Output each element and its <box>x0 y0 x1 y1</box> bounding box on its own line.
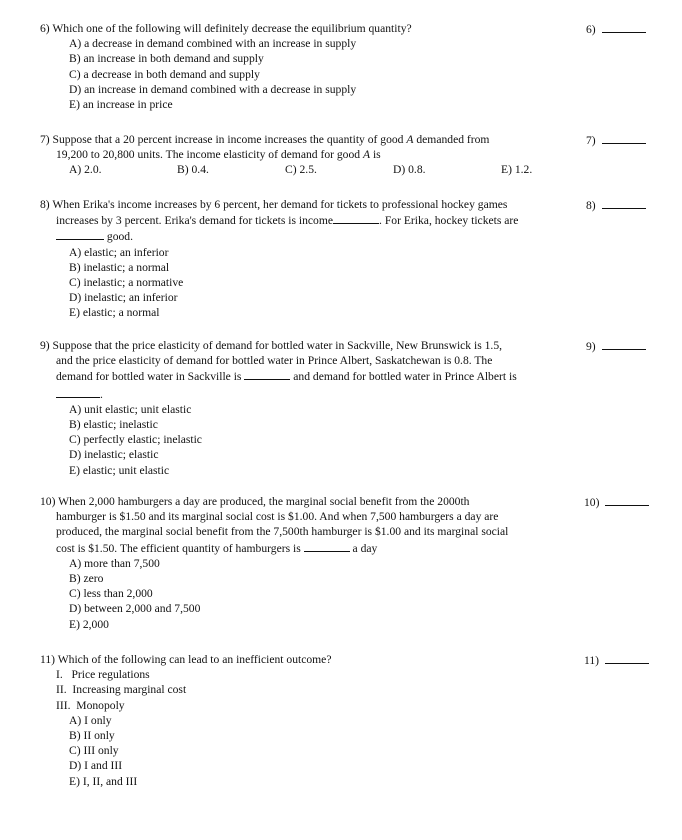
question-7-stem-text: 7) Suppose that a 20 percent increase in income increases the quantity of good <box>40 133 407 146</box>
answer-line-7[interactable] <box>602 132 646 144</box>
question-8-option-d[interactable]: D) inelastic; an inferior <box>69 291 178 305</box>
question-9-option-c[interactable]: C) perfectly elastic; inelastic <box>69 433 202 447</box>
question-6-option-a[interactable]: A) a decrease in demand combined with an increase in supply <box>69 37 357 51</box>
question-11-option-c[interactable]: C) III only <box>69 744 119 758</box>
question-10-option-b[interactable]: B) zero <box>69 572 104 586</box>
question-10 <box>40 494 600 632</box>
fill-in-blank[interactable] <box>56 228 104 240</box>
answer-slot-11[interactable] <box>584 652 649 668</box>
question-11 <box>40 652 600 789</box>
question-9-stem-line2: and the price elasticity of demand for bottled water in Prince Albert, Saskatchewan is 0.8. The <box>56 354 493 368</box>
question-9-stem <box>40 338 600 402</box>
question-6-option-d[interactable]: D) an increase in demand combined with a decrease in supply <box>69 82 357 96</box>
question-6 <box>40 21 600 112</box>
answer-line-9[interactable] <box>602 338 646 350</box>
question-10-stem-text: cost is $1.50. The efficient quantity of hamburgers is <box>56 541 301 555</box>
answer-slot-10[interactable] <box>584 494 649 510</box>
question-8-option-a[interactable]: A) elastic; an inferior <box>69 245 169 259</box>
question-8 <box>40 197 600 321</box>
answer-slot-6[interactable] <box>586 21 646 37</box>
question-11-stem-line1: 11) Which of the following can lead to an inefficient outcome? <box>40 653 332 666</box>
roman-item-1: I. Price regulations <box>56 668 150 682</box>
answer-slot-7[interactable] <box>586 132 646 148</box>
question-8-stem-line3 <box>40 228 600 244</box>
question-7-option-e[interactable]: E) 1.2. <box>501 163 533 177</box>
answer-number-6: 6) <box>586 23 596 36</box>
question-11-stem <box>40 652 600 713</box>
question-9-option-d[interactable]: D) inelastic; elastic <box>69 448 159 462</box>
question-9-option-b[interactable]: B) elastic; inelastic <box>69 418 158 432</box>
answer-number-8: 8) <box>586 199 596 212</box>
question-7-options <box>69 162 600 177</box>
question-10-stem-line1: 10) When 2,000 hamburgers a day are produced, the marginal social benefit from the 2000th <box>40 495 470 508</box>
question-7-stem-text: is <box>370 148 381 162</box>
answer-slot-9[interactable] <box>586 338 646 354</box>
question-6-option-b[interactable]: B) an increase in both demand and supply <box>69 52 264 66</box>
question-7-stem-text: demanded from <box>413 133 490 146</box>
question-9-option-e[interactable]: E) elastic; unit elastic <box>69 463 170 477</box>
answer-number-9: 9) <box>586 340 596 353</box>
question-8-stem-text: increases by 3 percent. Erika's demand for tickets is income <box>56 214 334 228</box>
question-9-stem-line4 <box>40 386 600 402</box>
question-9-option-a[interactable]: A) unit elastic; unit elastic <box>69 402 192 416</box>
answer-line-11[interactable] <box>605 652 649 664</box>
question-10-stem <box>40 494 600 556</box>
answer-line-8[interactable] <box>602 197 646 209</box>
question-11-option-e[interactable]: E) I, II, and III <box>69 774 138 788</box>
question-10-option-c[interactable]: C) less than 2,000 <box>69 587 153 601</box>
answer-line-10[interactable] <box>605 494 649 506</box>
good-label: A <box>362 148 371 162</box>
question-11-option-d[interactable]: D) I and III <box>69 759 123 773</box>
question-10-stem-text: a day <box>352 541 378 555</box>
answer-number-11: 11) <box>584 654 600 667</box>
answer-number-7: 7) <box>586 134 596 147</box>
question-6-option-c[interactable]: C) a decrease in both demand and supply <box>69 67 260 81</box>
question-8-option-e[interactable]: E) elastic; a normal <box>69 306 160 320</box>
roman-item-2: II. Increasing marginal cost <box>56 683 187 697</box>
question-6-stem: 6) Which one of the following will definitely decrease the equilibrium quantity? <box>40 22 412 35</box>
question-9-options <box>69 402 600 478</box>
question-9-stem-line3 <box>40 368 600 384</box>
fill-in-blank[interactable] <box>333 212 379 224</box>
question-7-option-d[interactable]: D) 0.8. <box>393 163 426 177</box>
roman-item-3: III. Monopoly <box>56 698 125 712</box>
question-7 <box>40 132 600 177</box>
question-10-stem-line3: produced, the marginal social benefit from the 7,500th hamburger is $1.00 and its marginal social <box>56 525 509 539</box>
question-8-stem-line1: 8) When Erika's income increases by 6 percent, her demand for tickets to professional hockey games <box>40 198 508 211</box>
answer-slot-8[interactable] <box>586 197 646 213</box>
fill-in-blank[interactable] <box>244 368 290 380</box>
question-6-option-e[interactable]: E) an increase in price <box>69 98 173 112</box>
answer-line-6[interactable] <box>602 21 646 33</box>
question-8-stem-text: good. <box>106 230 133 244</box>
question-8-option-b[interactable]: B) inelastic; a normal <box>69 260 170 274</box>
question-8-option-c[interactable]: C) inelastic; a normative <box>69 276 184 290</box>
question-7-stem <box>40 132 600 162</box>
question-10-option-d[interactable]: D) between 2,000 and 7,500 <box>69 602 201 616</box>
question-8-stem-line2 <box>40 212 600 228</box>
question-8-options <box>69 245 600 321</box>
question-9-stem-line1: 9) Suppose that the price elasticity of demand for bottled water in Sackville, New Brunswick is 1.5, <box>40 339 503 352</box>
question-11-options <box>69 713 600 789</box>
question-9-stem-text: and demand for bottled water in Prince Albert is <box>293 370 517 384</box>
question-7-option-c[interactable]: C) 2.5. <box>285 163 317 177</box>
question-9-stem-text: demand for bottled water in Sackville is <box>56 370 242 384</box>
question-11-option-b[interactable]: B) II only <box>69 729 115 743</box>
question-7-option-b[interactable]: B) 0.4. <box>177 163 209 177</box>
question-10-stem-line4 <box>40 540 600 556</box>
question-8-stem-text: . For Erika, hockey tickets are <box>379 214 519 228</box>
question-11-option-a[interactable]: A) I only <box>69 713 112 727</box>
fill-in-blank[interactable] <box>56 386 100 398</box>
question-10-stem-line2: hamburger is $1.50 and its marginal social cost is $1.00. And when 7,500 hamburgers a day are <box>56 510 499 524</box>
question-10-option-e[interactable]: E) 2,000 <box>69 617 109 631</box>
question-7-option-a[interactable]: A) 2.0. <box>69 163 102 177</box>
question-6-options <box>69 36 600 112</box>
question-7-stem-text: 19,200 to 20,800 units. The income elasticity of demand for good <box>56 148 363 162</box>
question-8-stem <box>40 197 600 245</box>
question-10-options <box>69 556 600 632</box>
question-9-stem-text: . <box>100 387 103 401</box>
question-10-option-a[interactable]: A) more than 7,500 <box>69 556 160 570</box>
question-9 <box>40 338 600 478</box>
question-7-stem-line1 <box>40 133 489 146</box>
question-7-stem-line2 <box>40 147 600 162</box>
fill-in-blank[interactable] <box>304 540 350 552</box>
good-label: A <box>406 133 414 146</box>
answer-number-10: 10) <box>584 496 600 509</box>
